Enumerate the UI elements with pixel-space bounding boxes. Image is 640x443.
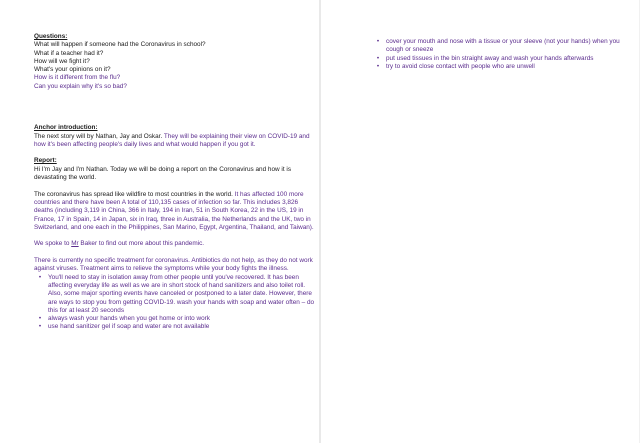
list-item: [372, 38, 622, 55]
spoke-to-before: We spoke to: [34, 240, 72, 248]
spoke-to-line: [34, 240, 316, 248]
list-item: [372, 55, 622, 63]
question-4: What's your opinions on it?: [34, 66, 111, 74]
bullet-icon: •: [38, 323, 42, 331]
list-item-text: cover your mouth and nose with a tissue or your sleeve (not your hands) when you cough or sneeze: [386, 38, 620, 54]
list-item-text: try to avoid close contact with people who are unwell: [386, 62, 535, 70]
report-intro: Hi I'm Jay and I'm Nathan. Today we will be doing a report on the Coronavirus and how it is devastating the world.: [34, 165, 292, 182]
report-paragraph-1: [34, 191, 316, 232]
bullet-icon: •: [376, 62, 380, 70]
bullet-icon: •: [376, 54, 380, 62]
list-item: [372, 63, 622, 71]
page-1-content[interactable]: [34, 33, 316, 332]
anchor-text: [34, 133, 316, 150]
bullet-icon: •: [38, 315, 42, 323]
page-2-content[interactable]: [372, 38, 622, 71]
list-item: [34, 315, 316, 323]
list-item-text: use hand sanitizer gel if soap and water are not available: [48, 323, 210, 331]
questions-heading: Questions:: [34, 33, 68, 40]
question-6: Can you explain why it's so bad?: [34, 82, 127, 90]
list-item: [34, 274, 316, 315]
question-1: What will happen if someone had the Coronavirus in school?: [34, 41, 206, 49]
question-2: What if a teacher had it?: [34, 49, 104, 57]
report-heading: Report:: [34, 157, 57, 165]
spoke-to-name: Mr: [71, 240, 79, 248]
list-item: [34, 323, 316, 331]
bullet-icon: •: [38, 273, 42, 281]
report-paragraph-1-purple: It has affected 100 more countries and there have been A total of 110,135 cases of infection so far. This includes 3,826 deaths (including 3,119 in China, 366 in Italy, 194 in Iran, 51 in South Korea, 22 in the US, 19 in France, 17 in Spain, 14 in Japan, six in Iraq, three in Australia, the Netherlands and the UK, two in Switzerland, and one each in the Philippines, San Marino, Egypt, Argentina, Thailand, and Taiwan).: [34, 190, 314, 231]
question-3: How will we fight it?: [34, 57, 90, 65]
spoke-to-after: Baker to find out more about this pandemic.: [78, 240, 205, 248]
question-5: How is it different from the flu?: [34, 74, 121, 82]
anchor-heading: Anchor introduction:: [34, 124, 98, 132]
precautions-list-continued: [372, 38, 622, 71]
treatment-paragraph: There is currently no specific treatment for coronavirus. Antibiotics do not help, as they do not work against viruses. Treatment aims to relieve the symptoms while your body fights the illness.: [34, 257, 313, 273]
report-paragraph-1-dark: The coronavirus has spread like wildfire to most countries in the world.: [34, 190, 233, 198]
anchor-text-dark: The next story will by Nathan, Jay and Oskar.: [34, 132, 163, 140]
list-item-text: You'll need to stay in isolation away from other people until you've recovered. It has been affecting everyday life as well as we are in short stock of hand sanitizers and also toilet roll. Also, some major sporting events have canceled or postponed to a later date. However, there are ways to stop you from getting COVID-19. wash your hands with soap and water often – do this for at least 20 seconds: [48, 273, 315, 314]
list-item-text: always wash your hands when you get home or into work: [48, 315, 210, 323]
list-item-text: put used tissues in the bin straight away and wash your hands afterwards: [386, 54, 594, 62]
bullet-icon: •: [376, 38, 380, 45]
precautions-list: [34, 274, 316, 332]
anchor-text-purple: They will be explaining their view on COVID-19 and how it's been affecting people's daily lives and what would happen if you got it.: [34, 132, 310, 148]
